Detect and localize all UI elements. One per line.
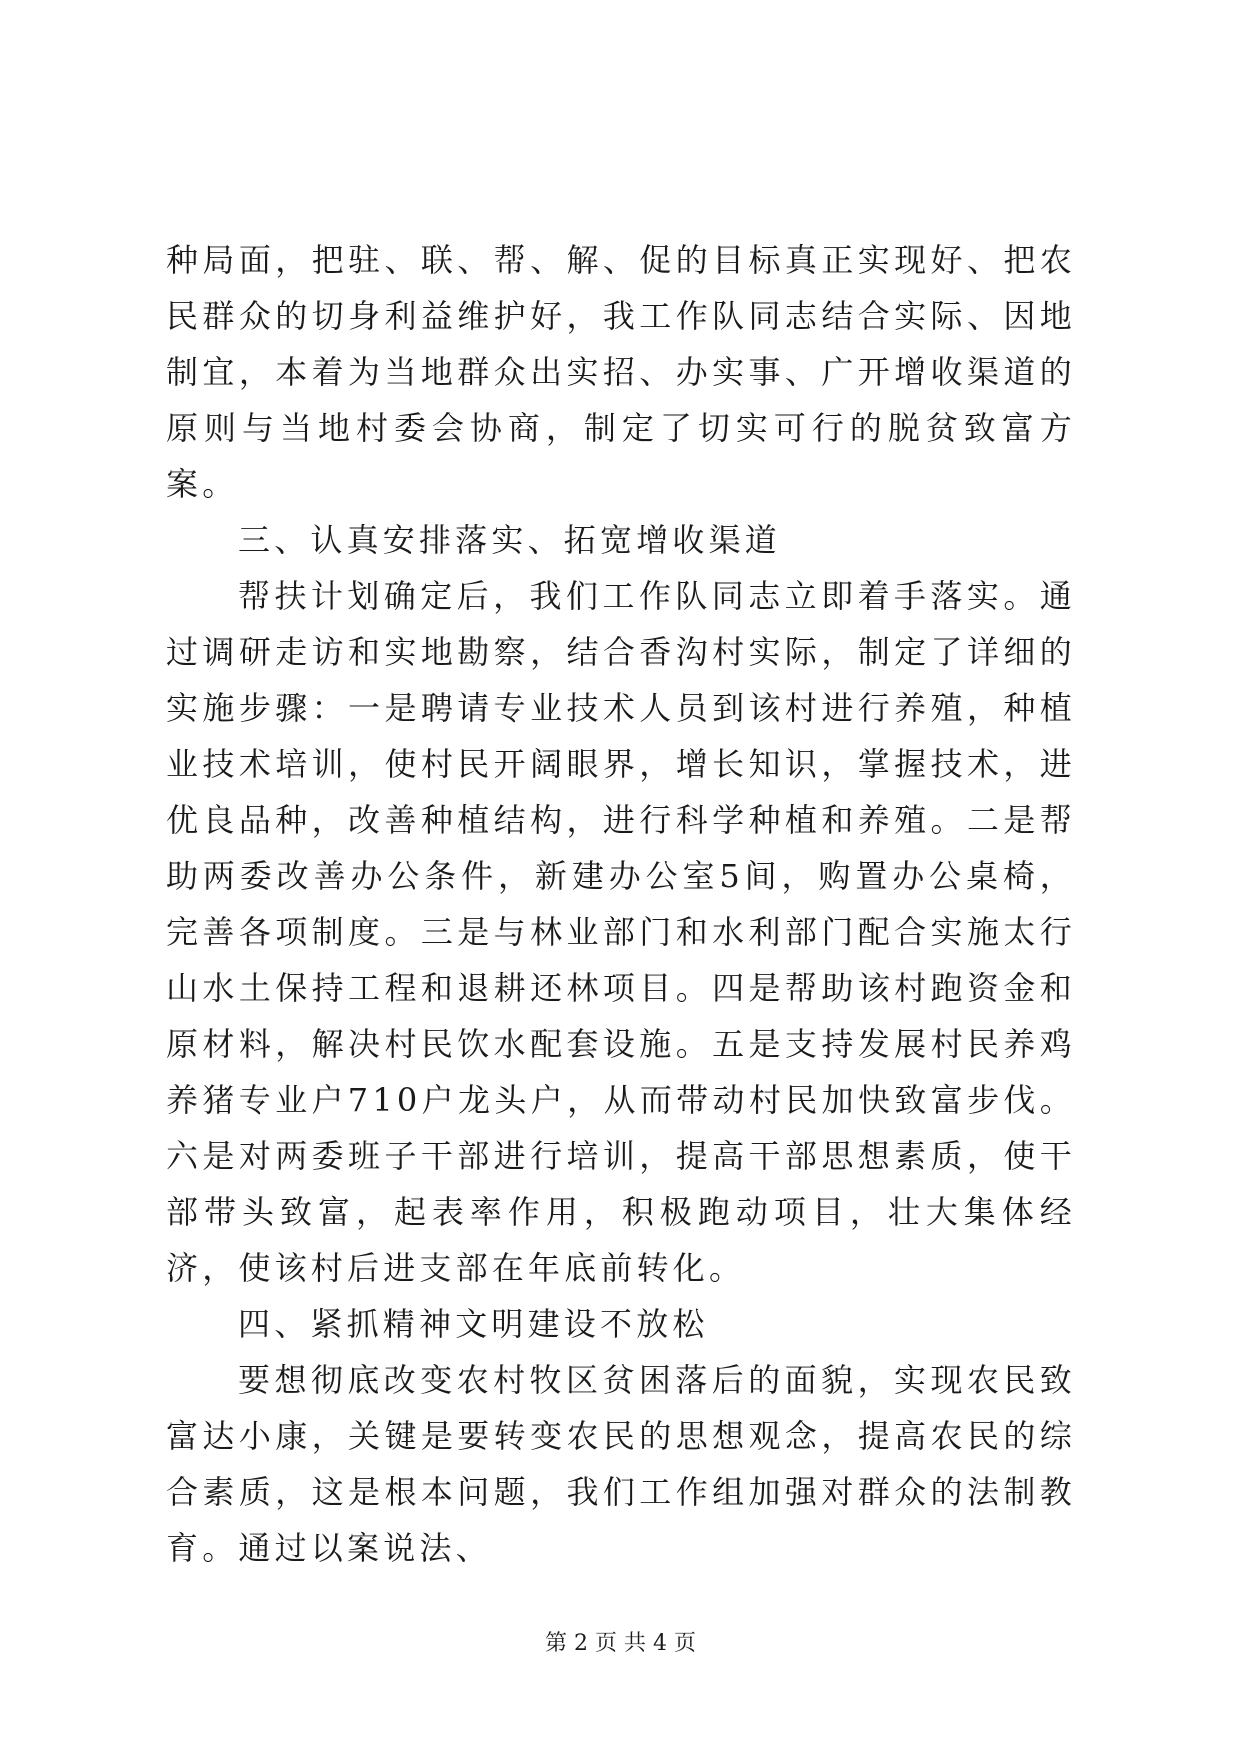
page-number-label: 第 2 页 共 4 页 (545, 1631, 696, 1656)
document-body (166, 232, 1076, 1576)
section-heading-4: 四、紧抓精神文明建设不放松 (238, 1305, 709, 1343)
paragraph-continuation: 种局面，把驻、联、帮、解、促的目标真正实现好、把农民群众的切身利益维护好，我工作队同志结合实际、因地制宜，本着为当地群众出实招、办实事、广开增收渠道的原则与当地村委会协商，制定了切实可行的脱贫致富方案。 (166, 241, 1076, 503)
page-footer (0, 1629, 1241, 1659)
paragraph-civilization: 要想彻底改变农村牧区贫困落后的面貌，实现农民致富达小康，关键是要转变农民的思想观念，提高农民的综合素质，这是根本问题，我们工作组加强对群众的法制教育。通过以案说法、 (166, 1361, 1076, 1567)
paragraph-implementation: 帮扶计划确定后，我们工作队同志立即着手落实。通过调研走访和实地勘察，结合香沟村实际，制定了详细的实施步骤：一是聘请专业技术人员到该村进行养殖，种植业技术培训，使村民开阔眼界，增长知识，掌握技术，进优良品种，改善种植结构，进行科学种植和养殖。二是帮助两委改善办公条件，新建办公室5间，购置办公桌椅，完善各项制度。三是与林业部门和水利部门配合实施太行山水土保持工程和退耕还林项目。四是帮助该村跑资金和原材料，解决村民饮水配套设施。五是支持发展村民养鸡养猪专业户710户龙头户，从而带动村民加快致富步伐。六是对两委班子干部进行培训，提高干部思想素质，使干部带头致富，起表率作用，积极跑动项目，壮大集体经济，使该村后进支部在年底前转化。 (166, 577, 1076, 1287)
section-heading-3: 三、认真安排落实、拓宽增收渠道 (238, 521, 782, 559)
